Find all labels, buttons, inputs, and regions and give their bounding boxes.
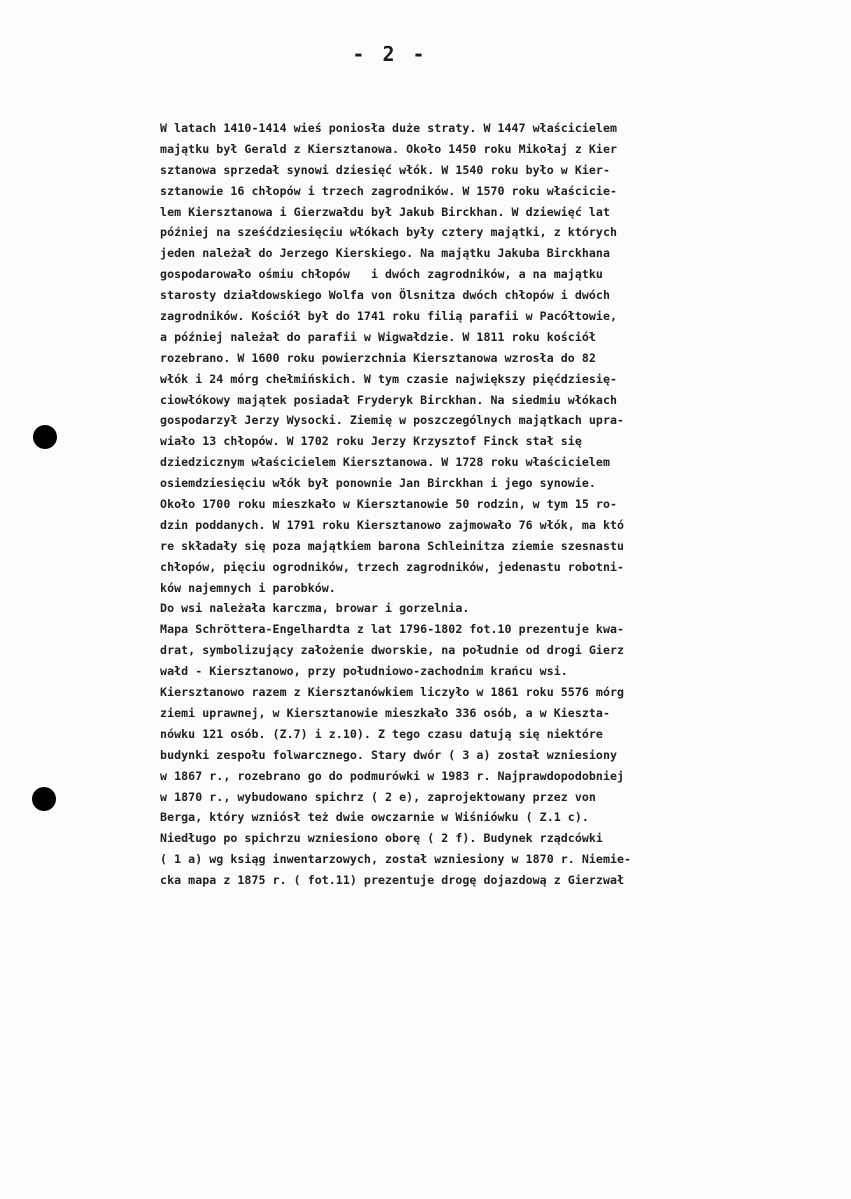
text-line: zagrodników. Kościół był do 1741 roku filią parafii w Pacółtowie, (146, 309, 618, 324)
text-line: budynki zespołu folwarcznego. Stary dwór ( 3 a) został wzniesiony (146, 747, 618, 762)
text-line: osiemdziesięciu włók był ponownie Jan Birckhan i jego synowie. (146, 476, 596, 491)
text-line: gospodarowało ośmiu chłopów i dwóch zagrodników, a na majątku (146, 267, 603, 282)
text-line: lem Kiersztanowa i Gierzwałdu był Jakub Birckhan. W dziewięć lat (146, 204, 610, 219)
text-line: rozebrano. W 1600 roku powierzchnia Kiersztanowa wzrosła do 82 (146, 350, 596, 365)
text-line: cka mapa z 1875 r. ( fot.11) prezentuje drogę dojazdową z Gierzwał (146, 873, 625, 888)
text-line: wałd - Kiersztanowo, przy południowo-zachodnim krańcu wsi. (146, 664, 568, 679)
text-line: wiało 13 chłopów. W 1702 roku Jerzy Krzysztof Finck stał się (146, 434, 582, 449)
body-text (146, 118, 836, 891)
text-line: gospodarzył Jerzy Wysocki. Ziemię w poszczególnych majątkach upra- (146, 413, 625, 428)
text-line: Berga, który wzniósł też dwie owczarnie w Wiśniówku ( Z.1 c). (146, 810, 589, 825)
text-line: Około 1700 roku mieszkało w Kiersztanowie 50 rodzin, w tym 15 ro- (146, 497, 618, 512)
punch-hole-top (33, 425, 57, 449)
page-number: - 2 - (352, 42, 428, 66)
text-line: Do wsi należała karczma, browar i gorzelnia. (146, 601, 470, 616)
text-line: dzin poddanych. W 1791 roku Kiersztanowo zajmowało 76 włók, ma któ (146, 517, 625, 532)
text-line: później na sześćdziesięciu włókach były cztery majątki, z których (146, 225, 618, 240)
text-line: ków najemnych i parobków. (146, 580, 336, 595)
text-line: ziemi uprawnej, w Kiersztanowie mieszkało 336 osób, a w Kieszta- (146, 705, 610, 720)
text-line: chłopów, pięciu ogrodników, trzech zagrodników, jedenastu robotni- (146, 559, 625, 574)
text-line: w 1867 r., rozebrano go do podmurówki w 1983 r. Najprawdopodobniej (146, 768, 625, 783)
text-line: Mapa Schröttera-Engelhardta z lat 1796-1802 fot.10 prezentuje kwa- (146, 622, 625, 637)
text-line: drat, symbolizujący założenie dworskie, na południe od drogi Gierz (146, 643, 625, 658)
text-line: włók i 24 mórg chełmińskich. W tym czasie największy pięćdziesię- (146, 371, 618, 386)
text-line: Niedługo po spichrzu wzniesiono oborę ( 2 f). Budynek rządcówki (146, 831, 603, 846)
text-line: re składały się poza majątkiem barona Schleinitza ziemie szesnastu (146, 538, 625, 553)
text-line: nówku 121 osób. (Z.7) i z.10). Z tego czasu datują się niektóre (146, 726, 603, 741)
text-line: sztanowie 16 chłopów i trzech zagrodników. W 1570 roku właścicie- (146, 183, 618, 198)
text-line: starosty działdowskiego Wolfa von Ölsnitza dwóch chłopów i dwóch (146, 288, 610, 303)
text-line: dziedzicznym właścicielem Kiersztanowa. W 1728 roku właścicielem (146, 455, 610, 470)
punch-hole-bottom (32, 787, 56, 811)
text-line: W latach 1410-1414 wieś poniosła duże straty. W 1447 właścicielem (146, 121, 618, 135)
text-line: a później należał do parafii w Wigwałdzie. W 1811 roku kościół (146, 329, 596, 344)
text-line: majątku był Gerald z Kiersztanowa. Około 1450 roku Mikołaj z Kier (146, 141, 618, 156)
text-line: sztanowa sprzedał synowi dziesięć włók. W 1540 roku było w Kier- (146, 162, 610, 177)
text-line: Kiersztanowo razem z Kiersztanówkiem liczyło w 1861 roku 5576 mórg (146, 685, 625, 700)
text-line: ( 1 a) wg ksiąg inwentarzowych, został wzniesiony w 1870 r. Niemie- (146, 852, 632, 867)
text-line: jeden należał do Jerzego Kierskiego. Na majątku Jakuba Birckhana (146, 246, 610, 261)
text-line: w 1870 r., wybudowano spichrz ( 2 e), zaprojektowany przez von (146, 789, 596, 804)
text-line: ciowłókowy majątek posiadał Fryderyk Birckhan. Na siedmiu włókach (146, 392, 618, 407)
